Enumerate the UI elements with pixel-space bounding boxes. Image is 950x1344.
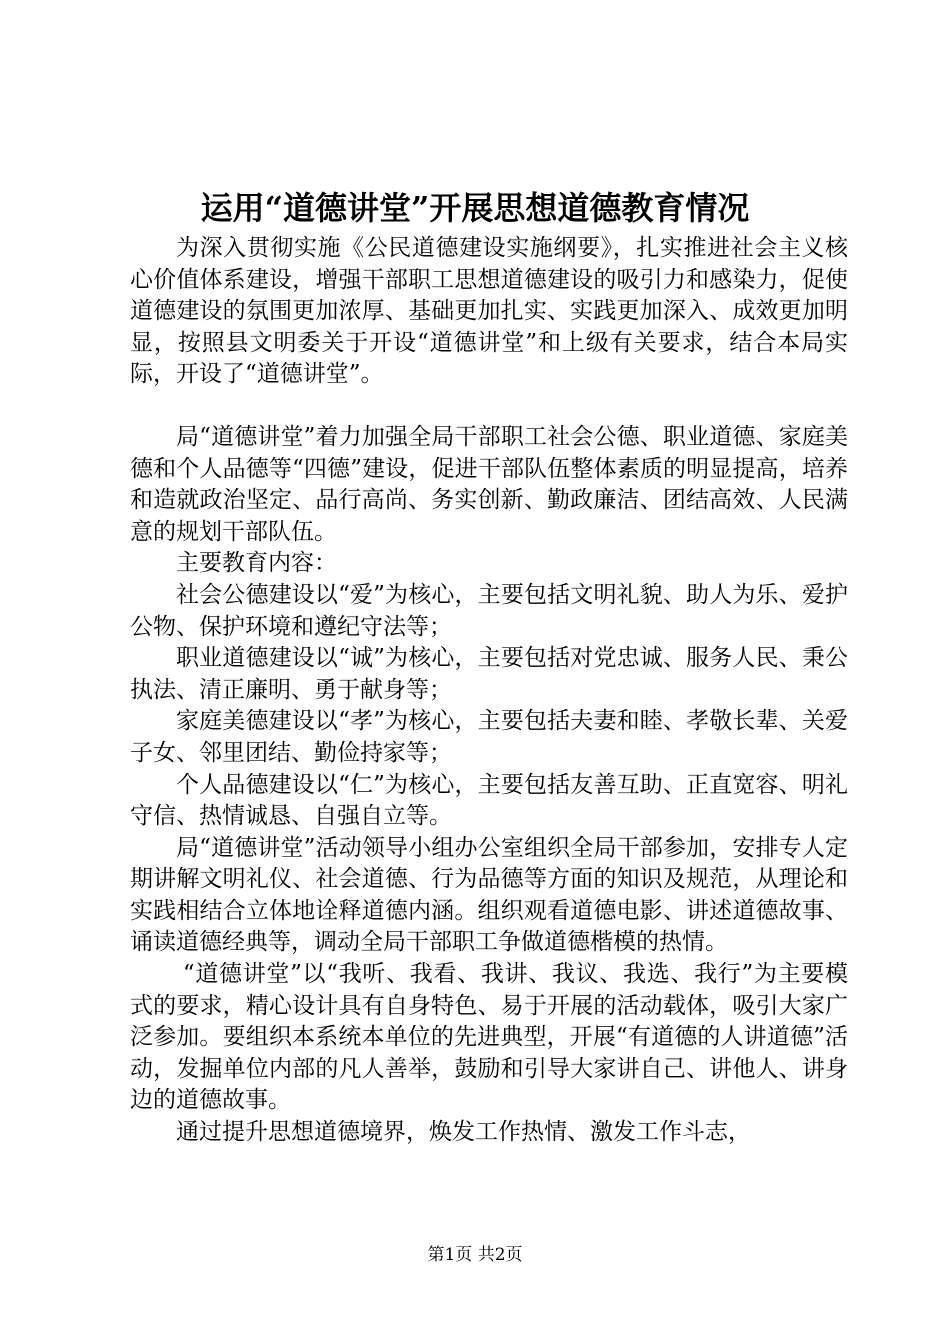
paragraph-conclusion-start: 通过提升思想道德境界，焕发工作热情、激发工作斗志， <box>176 1119 751 1146</box>
paragraph-four-virtues: 局“道德讲堂”着力加强全局干部职工社会公德、职业道德、家庭美德和个人品德等“四德”建设，促进干部队伍整体素质的明显提高，培养和造就政治坚定、品行高尚、务实创新、勤政廉洁、团结高效、人民满意的规划干部队伍。 <box>130 423 848 545</box>
paragraph-intro: 为深入贯彻实施《公民道德建设实施纲要》，扎实推进社会主义核心价值体系建设，增强干部职工思想道德建设的吸引力和感染力，促使道德建设的氛围更加浓厚、基础更加扎实、实践更加深入、成效更加明显，按照县文明委关于开设“道德讲堂”和上级有关要求，结合本局实际，开设了“道德讲堂”。 <box>130 235 848 388</box>
page-footer: 第1页 共2页 <box>427 1245 523 1265</box>
document-body <box>130 233 848 1149</box>
paragraph-social-morality: 社会公德建设以“爱”为核心，主要包括文明礼貌、助人为乐、爱护公物、保护环境和遵纪守法等； <box>130 581 848 640</box>
paragraph-organization: 局“道德讲堂”活动领导小组办公室组织全局干部参加，安排专人定期讲解文明礼仪、社会道德、行为品德等方面的知识及规范，从理论和实践相结合立体地诠释道德内涵。组织观看道德电影、讲述道德故事、诵读道德经典等，调动全局干部职工争做道德楷模的热情。 <box>130 834 848 956</box>
paragraph-main-content-heading: 主要教育内容： <box>176 550 337 577</box>
paragraph-professional-ethics: 职业道德建设以“诚”为核心，主要包括对党忠诚、服务人民、秉公执法、清正廉明、勇于献身等； <box>130 645 848 703</box>
paragraph-family-virtues: 家庭美德建设以“孝”为核心，主要包括夫妻和睦、孝敬长辈、关爱子女、邻里团结、勤俭持家等； <box>130 708 848 766</box>
paragraph-personal-character: 个人品德建设以“仁”为核心，主要包括友善互助、正直宽容、明礼守信、热情诚恳、自强自立等。 <box>130 771 848 830</box>
paragraph-lecture-mode: “道德讲堂”以“我听、我看、我讲、我议、我选、我行”为主要模式的要求，精心设计具有自身特色、易于开展的活动载体，吸引大家广泛参加。要组织本系统本单位的先进典型，开展“有道德的人讲道德”活动，发掘单位内部的凡人善举，鼓励和引导大家讲自己、讲他人、讲身边的道德故事。 <box>130 961 848 1114</box>
document-title: 运用“道德讲堂”开展思想道德教育情况 <box>200 189 750 227</box>
